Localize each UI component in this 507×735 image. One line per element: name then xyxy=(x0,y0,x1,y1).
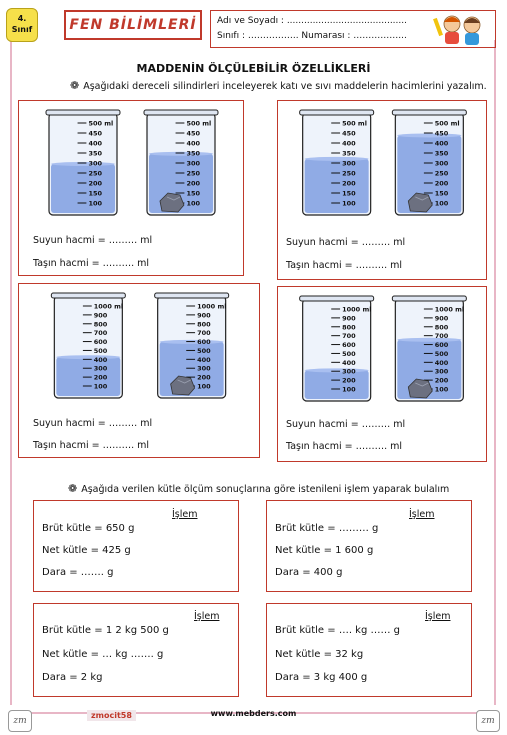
stone-volume-question: Taşın hacmi = ………. ml xyxy=(286,260,403,271)
cylinder-water-only xyxy=(46,110,120,215)
instruction-1 xyxy=(70,79,487,92)
tick-label: 700 xyxy=(342,332,356,341)
brand-tag: zmocit58 xyxy=(87,710,136,721)
gross-mass: Brüt kütle = 650 g xyxy=(42,523,135,534)
graduated-cylinders xyxy=(278,101,488,226)
water-surface xyxy=(305,157,369,161)
tick-label: 200 xyxy=(342,179,356,188)
tick-label: 200 xyxy=(434,179,449,188)
tick-label: 400 xyxy=(434,358,449,367)
tick-label: 400 xyxy=(88,139,103,148)
tick-label: 500 ml xyxy=(434,119,460,128)
grade-number: 4. xyxy=(17,14,27,23)
cylinder-rim xyxy=(144,110,218,115)
cylinder-rim xyxy=(300,110,374,115)
cylinder-rim xyxy=(155,293,229,298)
tick-label: 200 xyxy=(434,376,449,385)
net-mass: Net kütle = 1 600 g xyxy=(275,545,374,556)
tick-label: 450 xyxy=(186,129,201,138)
tick-label: 700 xyxy=(434,332,449,341)
tick-label: 900 xyxy=(197,311,211,320)
tick-label: 500 ml xyxy=(342,119,367,128)
mass-calculation-box xyxy=(266,500,472,592)
tick-label: 100 xyxy=(434,385,449,394)
cylinder-question-box xyxy=(277,100,487,280)
tare-mass: Dara = 3 kg 400 g xyxy=(275,672,368,683)
tick-label: 300 xyxy=(342,367,356,376)
tick-label: 500 xyxy=(93,346,108,355)
instruction-2 xyxy=(68,482,449,495)
water-surface xyxy=(56,355,120,359)
tick-label: 250 xyxy=(88,169,103,178)
tare-mass: Dara = 400 g xyxy=(275,567,343,578)
tick-label: 800 xyxy=(434,323,449,332)
tick-label: 100 xyxy=(186,199,201,208)
water-volume-question: Suyun hacmi = ……… ml xyxy=(33,235,153,246)
cylinder-with-stone xyxy=(392,110,466,215)
tick-label: 500 xyxy=(434,349,449,358)
net-mass: Net kütle = 32 kg xyxy=(275,649,364,660)
water-fill xyxy=(305,367,369,399)
grade-badge xyxy=(6,8,38,42)
tick-label: 150 xyxy=(186,189,201,198)
tick-label: 200 xyxy=(93,373,108,382)
tick-label: 500 xyxy=(197,346,211,355)
tick-label: 250 xyxy=(434,169,449,178)
cylinder-rim xyxy=(46,110,120,115)
tick-label: 500 ml xyxy=(88,119,114,128)
tick-label: 600 xyxy=(197,338,211,347)
water-volume-question: Suyun hacmi = ……… ml xyxy=(33,418,153,429)
tick-label: 150 xyxy=(434,189,449,198)
islem-label: İşlem xyxy=(172,509,198,520)
tick-label: 400 xyxy=(197,355,211,364)
tick-label: 800 xyxy=(342,323,356,332)
class-field-label: Sınıfı : …………….. Numarası : ……………... xyxy=(217,31,407,41)
mass-calculation-box xyxy=(33,603,239,697)
tick-label: 100 xyxy=(342,385,356,394)
tick-label: 400 xyxy=(342,139,356,148)
tick-label: 1000 ml xyxy=(434,305,465,314)
instruction-1-text: Aşağıdaki dereceli silindirleri inceleyerek katı ve sıvı maddelerin hacimlerini yazalım. xyxy=(83,81,487,92)
tick-label: 300 xyxy=(434,159,449,168)
cylinder-water-only xyxy=(300,296,374,401)
zm-logo-right: zm xyxy=(476,710,500,732)
stone-volume-question: Taşın hacmi = ………. ml xyxy=(286,441,403,452)
page-border-left xyxy=(10,40,12,705)
tick-label: 300 xyxy=(342,159,356,168)
tick-label: 1000 ml xyxy=(93,302,124,311)
water-fill xyxy=(51,164,115,213)
cylinder-rim xyxy=(300,296,374,301)
page-title: MADDENİN ÖLÇÜLEBİLİR ÖZELLİKLERİ xyxy=(136,62,371,75)
tick-label: 450 xyxy=(342,129,356,138)
cylinder-rim xyxy=(392,296,466,301)
islem-label: İşlem xyxy=(194,611,220,622)
tick-label: 400 xyxy=(93,355,108,364)
cylinder-rim xyxy=(51,293,125,298)
tare-mass: Dara = 2 kg xyxy=(42,672,103,683)
tick-label: 300 xyxy=(197,364,211,373)
water-volume-question: Suyun hacmi = ……… ml xyxy=(286,419,406,430)
tick-label: 900 xyxy=(342,314,356,323)
islem-label: İşlem xyxy=(425,611,451,622)
cylinder-water-only xyxy=(300,110,374,215)
tick-label: 250 xyxy=(186,169,201,178)
water-volume-question: Suyun hacmi = ……… ml xyxy=(286,237,406,248)
tick-label: 400 xyxy=(434,139,449,148)
cylinder-with-stone xyxy=(155,293,229,398)
tick-label: 700 xyxy=(197,329,211,338)
tick-label: 600 xyxy=(93,338,108,347)
tick-label: 450 xyxy=(434,129,449,138)
graduated-cylinders xyxy=(278,287,488,412)
website-text: www.mebders.com xyxy=(210,709,297,718)
tick-label: 350 xyxy=(186,149,201,158)
tick-label: 900 xyxy=(93,311,108,320)
tick-label: 900 xyxy=(434,314,449,323)
cylinder-with-stone xyxy=(144,110,218,215)
mass-calculation-box xyxy=(33,500,239,592)
tick-label: 200 xyxy=(88,179,103,188)
zm-logo-left: zm xyxy=(8,710,32,732)
tick-label: 1000 ml xyxy=(342,305,372,314)
tick-label: 200 xyxy=(186,179,201,188)
tick-label: 1000 ml xyxy=(197,302,227,311)
tick-label: 800 xyxy=(93,320,108,329)
tick-label: 600 xyxy=(434,341,449,350)
islem-label: İşlem xyxy=(409,509,435,520)
tick-label: 800 xyxy=(197,320,211,329)
water-surface xyxy=(397,338,461,342)
cylinder-question-box xyxy=(18,100,244,276)
kids-illustration xyxy=(432,12,492,46)
tare-mass: Dara = ……. g xyxy=(42,567,114,578)
cylinder-question-box xyxy=(18,283,260,458)
tick-label: 100 xyxy=(197,382,211,391)
graduated-cylinders xyxy=(19,284,261,409)
instruction-2-text: Aşağıda verilen kütle ölçüm sonuçlarına göre istenileni işlem yaparak bulalım xyxy=(81,484,450,495)
flower-bullet-icon: ❁ xyxy=(70,79,80,92)
subject-title: FEN BİLİMLERİ xyxy=(64,10,202,40)
tick-label: 250 xyxy=(342,169,356,178)
grade-label: Sınıf xyxy=(11,25,33,34)
water-fill xyxy=(56,357,120,396)
net-mass: Net kütle = … kg ……. g xyxy=(42,649,164,660)
tick-label: 150 xyxy=(342,189,356,198)
tick-label: 300 xyxy=(434,367,449,376)
tick-label: 400 xyxy=(186,139,201,148)
tick-label: 500 xyxy=(342,349,356,358)
tick-label: 450 xyxy=(88,129,103,138)
tick-label: 100 xyxy=(88,199,103,208)
flower-bullet-icon: ❁ xyxy=(68,482,78,495)
tick-label: 150 xyxy=(88,189,103,198)
stone-volume-question: Taşın hacmi = ………. ml xyxy=(33,258,150,269)
water-fill xyxy=(305,159,369,213)
tick-label: 100 xyxy=(434,199,449,208)
tick-label: 500 ml xyxy=(186,119,212,128)
tick-label: 300 xyxy=(186,159,201,168)
graduated-cylinders xyxy=(19,101,245,226)
cylinder-with-stone xyxy=(392,296,466,401)
net-mass: Net kütle = 425 g xyxy=(42,545,131,556)
tick-label: 600 xyxy=(342,341,356,350)
tick-label: 700 xyxy=(93,329,108,338)
cylinder-water-only xyxy=(51,293,125,398)
gross-mass: Brüt kütle = ……… g xyxy=(275,523,379,534)
tick-label: 100 xyxy=(93,382,108,391)
tick-label: 200 xyxy=(342,376,356,385)
tick-label: 350 xyxy=(88,149,103,158)
tick-label: 100 xyxy=(342,199,356,208)
tick-label: 350 xyxy=(434,149,449,158)
page-border-right xyxy=(494,40,496,705)
cylinder-rim xyxy=(392,110,466,115)
gross-mass: Brüt kütle = 1 2 kg 500 g xyxy=(42,625,169,636)
water-surface xyxy=(397,133,461,137)
stone-volume-question: Taşın hacmi = ………. ml xyxy=(33,440,150,451)
tick-label: 200 xyxy=(197,373,211,382)
water-surface xyxy=(305,368,369,372)
cylinder-question-box xyxy=(277,286,487,462)
name-field-label: Adı ve Soyadı : .......................................... xyxy=(217,16,407,26)
tick-label: 400 xyxy=(342,358,356,367)
tick-label: 350 xyxy=(342,149,356,158)
tick-label: 300 xyxy=(88,159,103,168)
tick-label: 300 xyxy=(93,364,108,373)
mass-calculation-box xyxy=(266,603,472,697)
gross-mass: Brüt kütle = …. kg …… g xyxy=(275,625,401,636)
